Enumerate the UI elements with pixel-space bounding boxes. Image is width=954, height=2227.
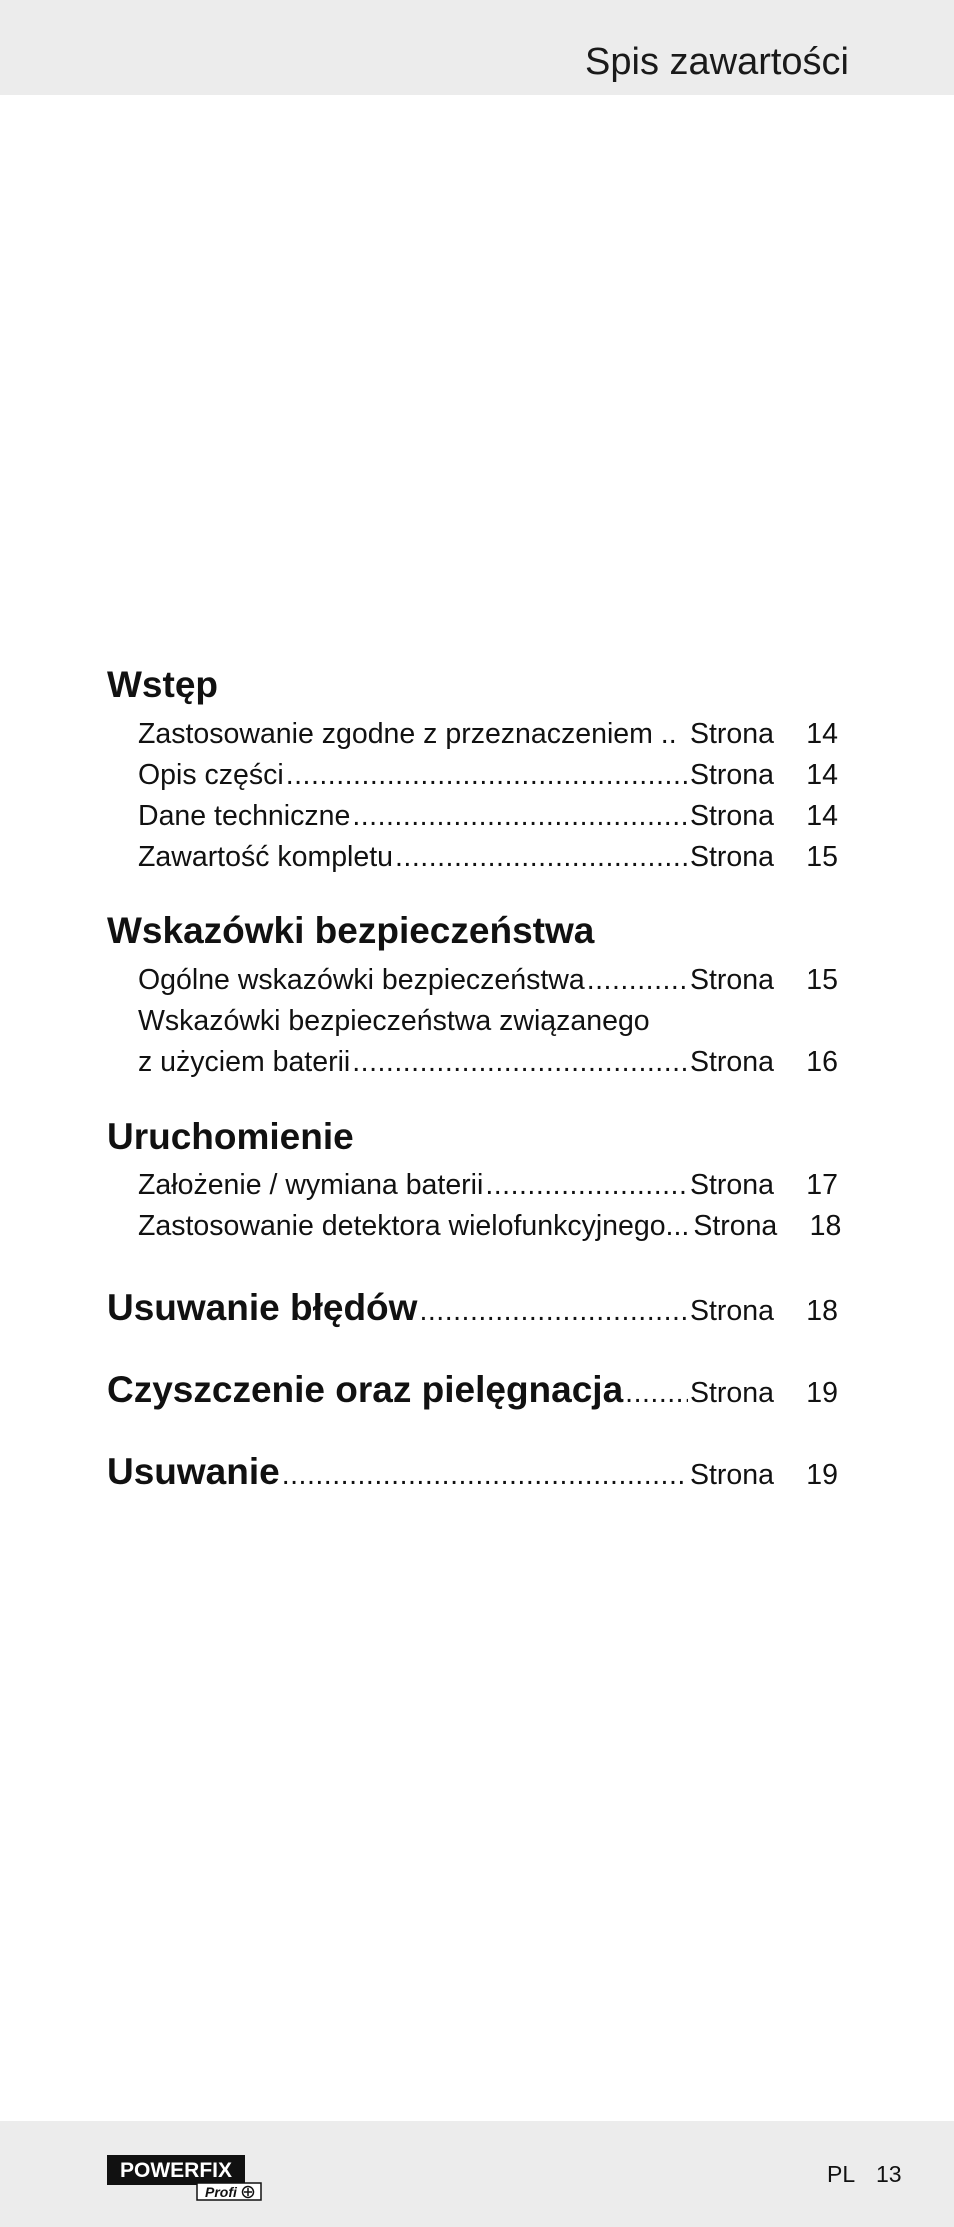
leader-dots bbox=[587, 960, 688, 1000]
toc-entry-label: Zastosowanie zgodne z przeznaczeniem .. bbox=[138, 718, 677, 750]
chapter-entry-usuwanie-bledow[interactable] bbox=[107, 1284, 838, 1332]
section-heading-safety: Wskazówki bezpieczeństwa bbox=[107, 910, 595, 951]
toc-entry-label: Dane techniczne bbox=[138, 800, 351, 832]
leader-dots bbox=[395, 837, 688, 877]
leader-dots bbox=[485, 1165, 688, 1205]
chapter-title: Czyszczenie oraz pielęgnacja bbox=[107, 1369, 624, 1410]
toc-entry-page: 17 bbox=[806, 1169, 838, 1201]
leader-dots bbox=[286, 755, 688, 795]
chapter-page: 19 bbox=[806, 1377, 838, 1409]
language-code: PL bbox=[827, 2161, 856, 2187]
toc-entry-label: Zastosowanie detektora wielofunkcyjnego... bbox=[138, 1210, 690, 1242]
chapter-title: Usuwanie błędów bbox=[107, 1287, 418, 1328]
leader-dots bbox=[352, 796, 688, 836]
logo-brand-text: POWERFIX bbox=[119, 2159, 233, 2182]
toc-entry-label: z użyciem baterii bbox=[138, 1046, 351, 1078]
toc-entry-strona: Strona bbox=[690, 1046, 774, 1078]
toc-entry-page: 15 bbox=[806, 964, 838, 996]
leader-dots bbox=[352, 1042, 688, 1082]
toc-entry[interactable] bbox=[138, 796, 838, 836]
toc-entry-page: 14 bbox=[806, 800, 838, 832]
toc-entry[interactable] bbox=[138, 714, 838, 754]
toc-entry-page: 14 bbox=[806, 759, 838, 791]
toc-entry-page: 18 bbox=[809, 1210, 842, 1242]
toc-entry-label: Zawartość kompletu bbox=[138, 841, 394, 873]
toc-entry-continued[interactable] bbox=[138, 1001, 838, 1041]
toc-entry-strona: Strona bbox=[690, 964, 774, 996]
toc-entry-strona: Strona bbox=[690, 718, 774, 750]
toc-entry-label: Opis części bbox=[138, 759, 284, 791]
chapter-strona: Strona bbox=[690, 1459, 774, 1491]
toc-entry[interactable] bbox=[138, 1206, 842, 1246]
toc-entry-strona: Strona bbox=[690, 759, 774, 791]
toc-entry-strona: Strona bbox=[690, 1169, 774, 1201]
toc-entry-strona: Strona bbox=[693, 1210, 778, 1242]
toc-entry[interactable] bbox=[138, 960, 838, 1000]
chapter-page: 18 bbox=[806, 1295, 838, 1327]
section-heading-wstep: Wstęp bbox=[107, 664, 218, 705]
toc-entry-label: Ogólne wskazówki bezpieczeństwa bbox=[138, 964, 585, 996]
toc-entry[interactable] bbox=[138, 837, 838, 877]
leader-dots bbox=[625, 1377, 688, 1410]
toc-entry[interactable] bbox=[138, 755, 838, 795]
toc-entry[interactable] bbox=[138, 1165, 838, 1205]
powerfix-logo bbox=[107, 2153, 265, 2201]
section-heading-uruchomienie: Uruchomienie bbox=[107, 1116, 354, 1157]
chapter-entry-usuwanie[interactable] bbox=[107, 1448, 838, 1496]
logo-sub-brand-text: Profi bbox=[205, 2184, 237, 2200]
page-title: Spis zawartości bbox=[585, 41, 849, 83]
toc-entry-page: 15 bbox=[806, 841, 838, 873]
toc-entry-label: Założenie / wymiana baterii bbox=[138, 1169, 484, 1201]
chapter-entry-czyszczenie[interactable] bbox=[107, 1366, 838, 1414]
leader-dots bbox=[282, 1459, 688, 1492]
leader-dots bbox=[419, 1295, 688, 1328]
toc-entry-label: Wskazówki bezpieczeństwa związanego bbox=[138, 1005, 650, 1037]
chapter-strona: Strona bbox=[690, 1295, 774, 1327]
toc-entry-strona: Strona bbox=[690, 800, 774, 832]
page-number: 13 bbox=[876, 2161, 902, 2187]
toc-entry-strona: Strona bbox=[690, 841, 774, 873]
chapter-strona: Strona bbox=[690, 1377, 774, 1409]
chapter-title: Usuwanie bbox=[107, 1451, 280, 1492]
chapter-page: 19 bbox=[806, 1459, 838, 1491]
toc-entry-page: 16 bbox=[806, 1046, 838, 1078]
toc-entry-page: 14 bbox=[806, 718, 838, 750]
toc-entry[interactable] bbox=[138, 1042, 838, 1082]
